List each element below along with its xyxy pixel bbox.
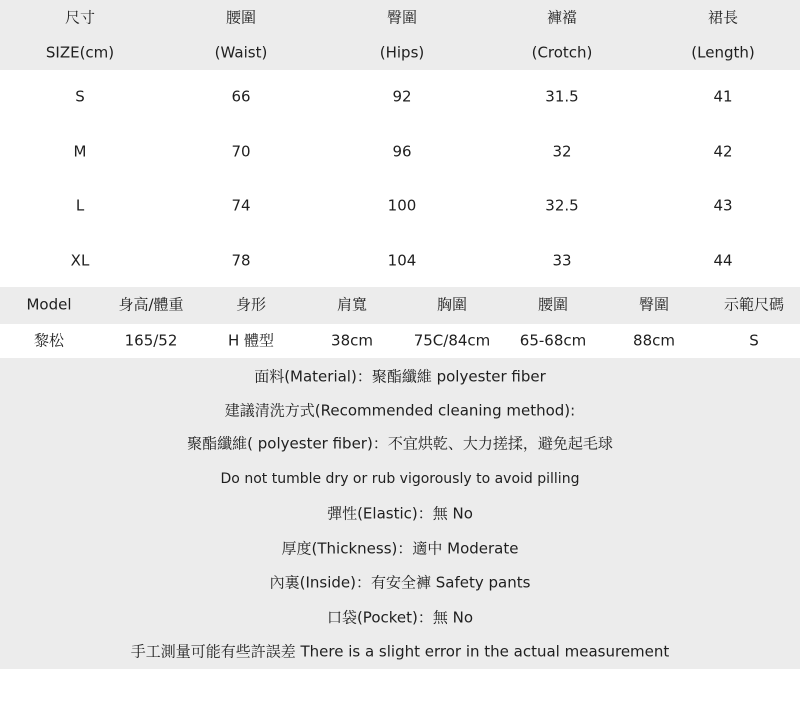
inside-line: 內裏(Inside)：有安全褲 Safety pants: [269, 573, 531, 592]
elastic-line: 彈性(Elastic)：無 No: [327, 504, 473, 523]
length-cell: 41: [713, 87, 733, 106]
crotch-cell: 33: [552, 251, 572, 270]
size-cell: M: [73, 142, 87, 161]
model-shoulder: 38cm: [331, 331, 373, 350]
pocket-line: 口袋(Pocket)：無 No: [326, 608, 474, 627]
model-hips: 88cm: [633, 331, 675, 350]
waist-cell: 66: [231, 87, 251, 106]
size-header-hips-en: (Hips): [379, 43, 425, 62]
length-cell: 42: [713, 142, 733, 161]
hips-cell: 104: [387, 251, 417, 270]
cleaning-method-heading: 建議清洗方式(Recommended cleaning method):: [224, 401, 576, 420]
size-header-hips: 臀圍: [386, 8, 418, 27]
model-chest: 75C/84cm: [413, 331, 491, 350]
waist-cell: 74: [231, 196, 251, 215]
size-header-length-en: (Length): [691, 43, 755, 62]
size-header-size-en: SIZE(cm): [45, 43, 115, 62]
crotch-cell: 31.5: [545, 87, 579, 106]
model-body-shape: H 體型: [227, 331, 275, 350]
model-header-size: 示範尺碼: [723, 295, 785, 314]
model-header-shoulder: 肩寬: [336, 295, 368, 314]
model-row-band: [0, 324, 800, 358]
length-cell: 44: [713, 251, 733, 270]
size-header-crotch: 褲襠: [546, 8, 578, 27]
model-header-waist: 腰圍: [537, 295, 569, 314]
model-header-hips: 臀圍: [638, 295, 670, 314]
thickness-line: 厚度(Thickness)：適中 Moderate: [281, 539, 519, 558]
size-header-length: 裙長: [707, 8, 739, 27]
length-cell: 43: [713, 196, 733, 215]
model-header-body-shape: 身形: [235, 295, 267, 314]
model-header-height-weight: 身高/體重: [118, 295, 184, 314]
size-cell: S: [75, 87, 85, 106]
hips-cell: 96: [392, 142, 412, 161]
size-header-size: 尺寸: [64, 8, 96, 27]
model-height-weight: 165/52: [124, 331, 178, 350]
size-cell: L: [75, 196, 85, 215]
model-header-model: Model: [26, 295, 72, 314]
model-waist: 65-68cm: [519, 331, 587, 350]
cleaning-note-en: Do not tumble dry or rub vigorously to avoid pilling: [220, 471, 580, 487]
hips-cell: 100: [387, 196, 417, 215]
size-header-crotch-en: (Crotch): [531, 43, 593, 62]
crotch-cell: 32.5: [545, 196, 579, 215]
model-size: S: [749, 331, 759, 350]
size-header-waist-en: (Waist): [214, 43, 268, 62]
model-name: 黎松: [33, 331, 65, 350]
material-line: 面料(Material)：聚酯纖維 polyester fiber: [254, 367, 546, 386]
size-header-waist: 腰圍: [225, 8, 257, 27]
waist-cell: 70: [231, 142, 251, 161]
waist-cell: 78: [231, 251, 251, 270]
crotch-cell: 32: [552, 142, 572, 161]
cleaning-note-cn: 聚酯纖維( polyester fiber)：不宜烘乾、大力搓揉，避免起毛球: [187, 434, 613, 453]
size-cell: XL: [70, 251, 90, 270]
hips-cell: 92: [392, 87, 412, 106]
measurement-error-note: 手工測量可能有些許誤差 There is a slight error in the actual measurement: [130, 642, 670, 661]
model-header-chest: 胸圍: [436, 295, 468, 314]
